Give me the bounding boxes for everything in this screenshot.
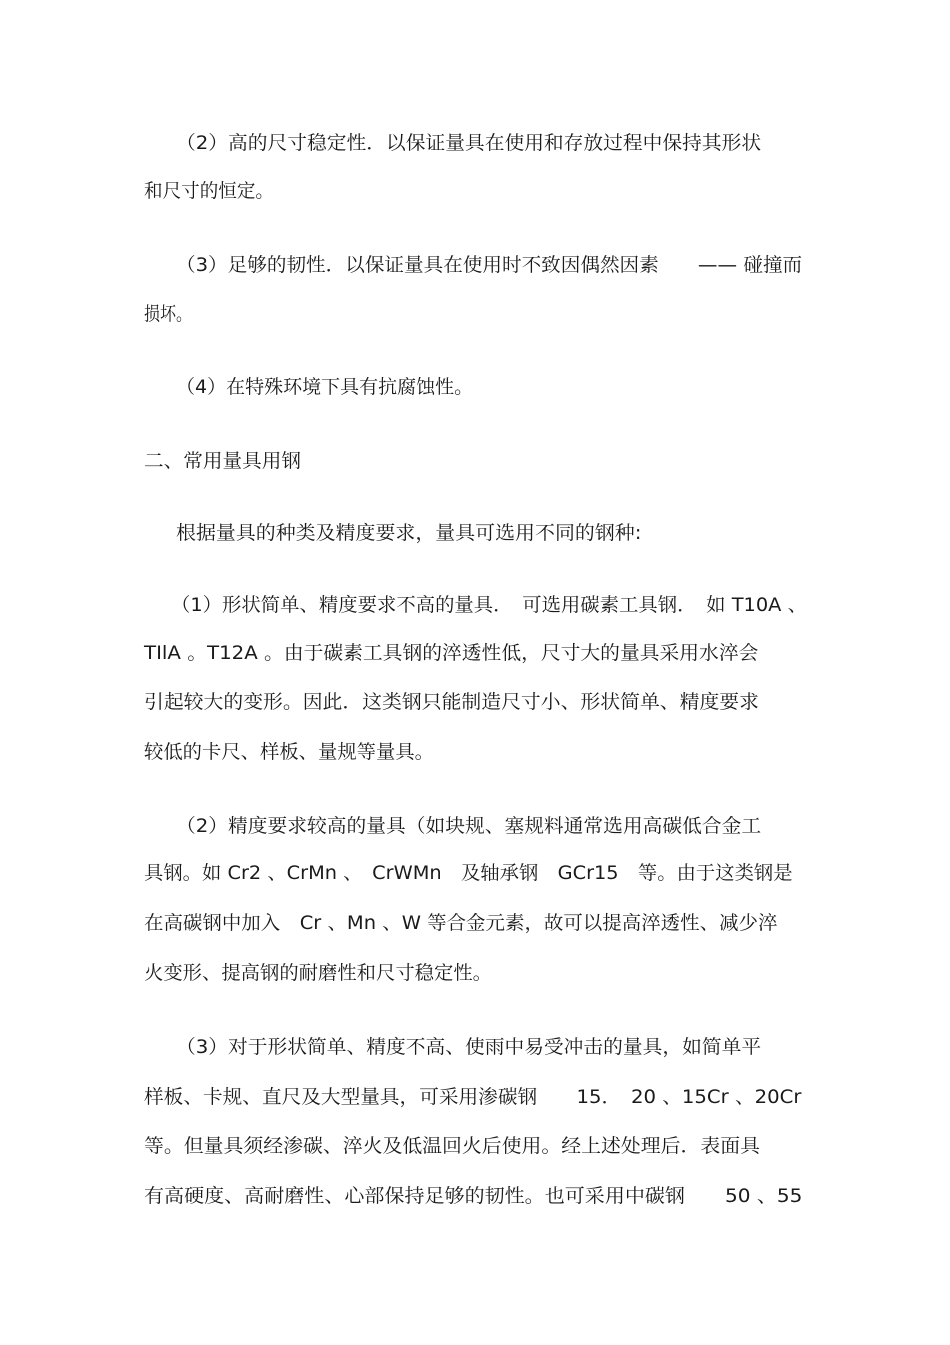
paragraph-line: （1）形状简单、精度要求不高的量具． 可选用碳素工具钢． 如 T10A 、	[171, 594, 807, 616]
paragraph-line: 较低的卡尺、样板、量规等量具。	[144, 741, 435, 763]
paragraph-line: 样板、卡规、直尺及大型量具，可采用渗碳钢 15． 20 、15Cr 、20Cr	[144, 1086, 802, 1108]
paragraph-line: （3）足够的韧性．以保证量具在使用时不致因偶然因素 —— 碰撞而	[176, 254, 803, 276]
paragraph-line: 具钢。如 Cr2 、CrMn 、 CrWMn 及轴承钢 GCr15 等。由于这类钢是	[144, 862, 793, 884]
paragraph-line: 引起较大的变形。因此．这类钢只能制造尺寸小、形状简单、精度要求	[144, 691, 759, 713]
section-heading: 二、常用量具用钢	[144, 450, 302, 472]
paragraph-line: 火变形、提高钢的耐磨性和尺寸稳定性。	[144, 962, 493, 984]
paragraph-line: 在高碳钢中加入 Cr 、Mn 、W 等合金元素，故可以提高淬透性、减少淬	[144, 912, 778, 934]
paragraph-line: TIlA 。T12A 。由于碳素工具钢的淬透性低，尺寸大的量具采用水淬会	[144, 642, 759, 664]
paragraph-line: 根据量具的种类及精度要求，量具可选用不同的钢种:	[176, 522, 642, 544]
paragraph-line: 等。但量具须经渗碳、淬火及低温回火后使用。经上述处理后．表面具	[144, 1135, 760, 1157]
paragraph-line: 损坏。	[144, 303, 193, 325]
paragraph-line: （3）对于形状简单、精度不高、使雨中易受冲击的量具，如简单平	[176, 1036, 762, 1058]
paragraph-line: 有高硬度、高耐磨性、心部保持足够的韧性。也可采用中碳钢 50 、55	[144, 1185, 803, 1207]
paragraph-line: （2）精度要求较高的量具（如块规、塞规料通常选用高碳低合金工	[176, 815, 762, 837]
paragraph-line: （2）高的尺寸稳定性．以保证量具在使用和存放过程中保持其形状	[176, 132, 762, 154]
paragraph-line: 和尺寸的恒定。	[144, 180, 275, 202]
paragraph-line: （4）在特殊环境下具有抗腐蚀性。	[176, 376, 474, 398]
